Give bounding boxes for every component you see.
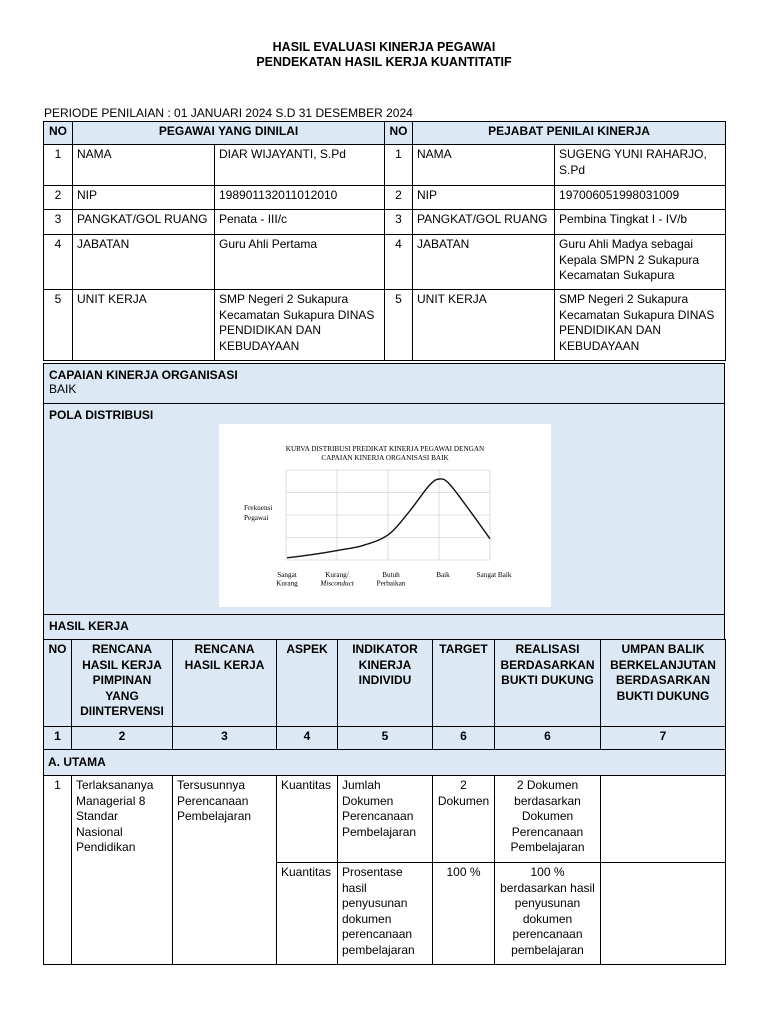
chart-title-line2: CAPAIAN KINERJA ORGANISASI BAIK	[321, 454, 449, 462]
x-tick-label: Baik	[436, 571, 450, 579]
hasil-kerja-table	[43, 639, 726, 965]
hk-section-row	[44, 750, 726, 776]
identitas-row: 4 JABATAN Guru Ahli Pertama 4 JABATAN Guru Ahli Madya sebagai Kepala SMPN 2 Sukapura Kecamatan Sukapura	[44, 235, 726, 290]
identitas-table	[43, 121, 726, 361]
page-subtitle: PENDEKATAN HASIL KERJA KUANTITATIF	[256, 55, 512, 69]
hk-header-no: NO	[44, 640, 72, 727]
hasil-kerja-section	[43, 614, 725, 640]
header-no: NO	[44, 122, 73, 145]
chart-ylabel-line2: Pegawai	[244, 514, 269, 522]
distribution-chart-svg	[219, 424, 551, 607]
hk-header-realisasi: REALISASI BERDASARKAN BUKTI DUKUNG	[495, 640, 601, 727]
identitas-row: 3 PANGKAT/GOL RUANG Penata - III/c 3 PANGKAT/GOL RUANG Pembina Tingkat I - IV/b	[44, 210, 726, 235]
x-tick-label: Misconduct	[320, 579, 354, 588]
hasil-kerja-label: HASIL KERJA	[49, 619, 129, 633]
hk-header-indikator: INDIKATOR KINERJA INDIVIDU	[338, 640, 433, 727]
hk-number-row: 1 2 3 4 5 6 6 7	[44, 727, 726, 750]
periode-penilaian: PERIODE PENILAIAN : 01 JANUARI 2024 S.D 31 DESEMBER 2024	[44, 106, 413, 120]
hk-header-target: TARGET	[433, 640, 495, 727]
identitas-row: 1 NAMA DIAR WIJAYANTI, S.Pd 1 NAMA SUGENG YUNI RAHARJO, S.Pd	[44, 145, 726, 186]
header-pejabat: PEJABAT PENILAI KINERJA	[413, 122, 726, 145]
x-tick-label: Kurang/	[325, 571, 349, 579]
table-row: Kuantitas Prosentase hasil penyusunan dokumen perencanaan pembelajaran 100 % 100 % berdasarkan hasil penyusunan dokumen perencanaan pembelajaran	[44, 863, 726, 965]
chart-title-line1: KURVA DISTRIBUSI PREDIKAT KINERJA PEGAWAI DENGAN	[285, 445, 485, 453]
header-no2: NO	[385, 122, 413, 145]
header-pegawai: PEGAWAI YANG DINILAI	[73, 122, 385, 145]
hk-header-rencana-pimpinan: RENCANA HASIL KERJA PIMPINAN YANG DIINTERVENSI	[72, 640, 173, 727]
distribution-chart	[219, 424, 551, 607]
capaian-section	[43, 363, 725, 404]
chart-curve	[287, 479, 490, 558]
x-tick-label: Perbaikan	[376, 579, 406, 588]
hk-header-umpan-balik: UMPAN BALIK BERKELANJUTAN BERDASARKAN BUKTI DUKUNG	[601, 640, 726, 727]
x-tick-label: Sangat	[277, 571, 297, 579]
section-utama: A. UTAMA	[44, 750, 726, 776]
x-tick-label: Kurang	[276, 579, 298, 588]
hk-header-rencana: RENCANA HASIL KERJA	[173, 640, 277, 727]
hk-header-aspek: ASPEK	[277, 640, 338, 727]
table-row: 1 Terlaksananya Managerial 8 Standar Nasional Pendidikan Tersusunnya Perencanaan Pembelajaran Kuantitas Jumlah Dokumen Perencanaan Pembelajaran 2 Dokumen 2 Dokumen berdasarkan Dokumen Perencanaan Pembelajaran	[44, 776, 726, 863]
x-tick-label: Butuh	[382, 571, 400, 579]
chart-ylabel-line1: Frekuensi	[244, 504, 273, 512]
capaian-label: CAPAIAN KINERJA ORGANISASI	[49, 368, 238, 382]
identitas-row: 2 NIP 198901132011012010 2 NIP 197006051998031009	[44, 186, 726, 210]
chart-x-labels	[276, 571, 512, 588]
capaian-value: BAIK	[49, 382, 77, 396]
x-tick-label: Sangat Baik	[476, 571, 512, 579]
identitas-row: 5 UNIT KERJA SMP Negeri 2 Sukapura Kecamatan Sukapura DINAS PENDIDIKAN DAN KEBUDAYAAN 5 UNIT KERJA SMP Negeri 2 Sukapura Kecamatan Sukapura DINAS PENDIDIKAN DAN KEBUDAYAAN	[44, 290, 726, 361]
chart-grid	[286, 470, 490, 560]
pola-label: POLA DISTRIBUSI	[49, 408, 154, 422]
page-title: HASIL EVALUASI KINERJA PEGAWAI	[272, 40, 496, 54]
